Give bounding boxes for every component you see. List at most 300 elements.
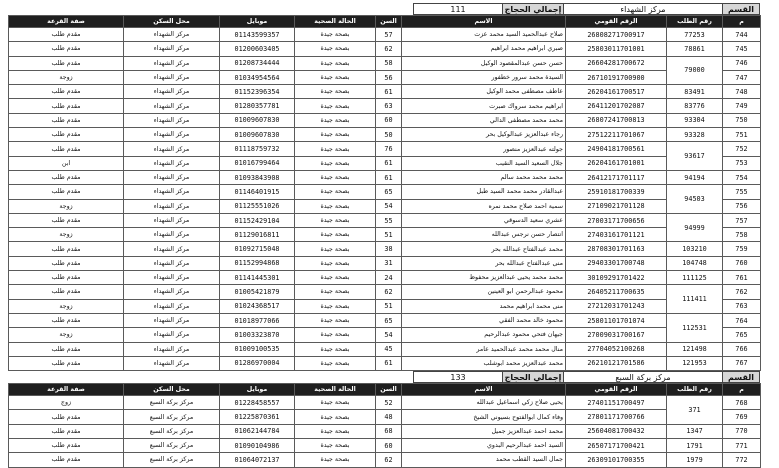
cell-order: 104748 <box>667 256 723 270</box>
cell-residence: مركز الشهداء <box>124 85 220 99</box>
cell-order: 79000 <box>667 56 723 85</box>
cell-name: عبدالقادر محمد محمد السيد طبل <box>402 185 566 199</box>
cell-mobile: 01152429104 <box>220 213 295 227</box>
cell-age: 63 <box>376 99 402 113</box>
cell-type: مقدم طلب <box>9 285 124 299</box>
cell-m: 756 <box>723 199 761 213</box>
cell-m: 760 <box>723 256 761 270</box>
cell-residence: مركز الشهداء <box>124 42 220 56</box>
cell-mobile: 01062144784 <box>220 424 295 438</box>
col-nid: الرقم القومي <box>566 384 667 396</box>
cell-nid: 26204161700517 <box>566 85 667 99</box>
cell-m: 754 <box>723 170 761 184</box>
cell-mobile: 01200603405 <box>220 42 295 56</box>
cell-m: 750 <box>723 113 761 127</box>
table-header-row <box>9 384 761 396</box>
cell-nid: 26309101700355 <box>566 453 667 467</box>
table-row <box>9 28 761 42</box>
cell-nid: 27704052100268 <box>566 342 667 356</box>
table-row <box>9 42 761 56</box>
col-m: م <box>723 384 761 396</box>
cell-nid: 27009031700167 <box>566 328 667 342</box>
cell-order: 93617 <box>667 142 723 171</box>
cell-nid: 27801171700766 <box>566 410 667 424</box>
cell-order: 94194 <box>667 170 723 184</box>
cell-name: السيد احمد عبدالرحيم البدوي <box>402 439 566 453</box>
cell-health: بصحة جيدة <box>295 396 376 410</box>
cell-m: 755 <box>723 185 761 199</box>
cell-mobile: 01090104986 <box>220 439 295 453</box>
cell-name: السيدة محمد سرور خطفور <box>402 70 566 84</box>
cell-age: 60 <box>376 439 402 453</box>
cell-age: 56 <box>376 70 402 84</box>
col-health: الحالة الصحية <box>295 384 376 396</box>
cell-type: زوجة <box>9 199 124 213</box>
cell-mobile: 01152396354 <box>220 85 295 99</box>
cell-type: مقدم طلب <box>9 356 124 370</box>
cell-nid: 26411201702087 <box>566 99 667 113</box>
cell-residence: مركز الشهداء <box>124 28 220 42</box>
cell-nid: 27212031701243 <box>566 299 667 313</box>
cell-mobile: 01005421879 <box>220 285 295 299</box>
table-row <box>9 356 761 370</box>
cell-health: بصحة جيدة <box>295 285 376 299</box>
cell-type: مقدم طلب <box>9 242 124 256</box>
cell-residence: مركز الشهداء <box>124 299 220 313</box>
qism-label: القسم <box>722 371 760 383</box>
col-residence: محل السكن <box>124 16 220 28</box>
cell-name: منى محمد ابراهيم محمد <box>402 299 566 313</box>
cell-residence: مركز الشهداء <box>124 142 220 156</box>
cell-age: 31 <box>376 256 402 270</box>
cell-residence: مركز بركة السبع <box>124 439 220 453</box>
table-row <box>9 328 761 342</box>
cell-order: 94999 <box>667 213 723 242</box>
cell-nid: 27512211701067 <box>566 128 667 142</box>
cell-health: بصحة جيدة <box>295 242 376 256</box>
cell-m: 763 <box>723 299 761 313</box>
cell-nid: 26710191700900 <box>566 70 667 84</box>
cell-order: 83491 <box>667 85 723 99</box>
table-row <box>9 242 761 256</box>
cell-type: زوجة <box>9 228 124 242</box>
cell-age: 62 <box>376 285 402 299</box>
cell-type: ابن <box>9 156 124 170</box>
cell-age: 54 <box>376 199 402 213</box>
cell-m: 769 <box>723 410 761 424</box>
cell-order: 121498 <box>667 342 723 356</box>
cell-age: 62 <box>376 453 402 467</box>
cell-mobile: 01009100535 <box>220 342 295 356</box>
cell-age: 38 <box>376 242 402 256</box>
cell-mobile: 01286970004 <box>220 356 295 370</box>
cell-residence: مركز بركة السبع <box>124 453 220 467</box>
cell-residence: مركز الشهداء <box>124 285 220 299</box>
cell-age: 24 <box>376 271 402 285</box>
cell-m: 762 <box>723 285 761 299</box>
table-row <box>9 271 761 285</box>
cell-mobile: 01009607830 <box>220 128 295 142</box>
table-row <box>9 453 761 467</box>
cell-order: 93304 <box>667 113 723 127</box>
cell-nid: 26604281700672 <box>566 56 667 70</box>
cell-name: رجاء عبدالعزيز عبدالوكيل بحر <box>402 128 566 142</box>
pilgrims-table-2 <box>8 383 761 467</box>
cell-nid: 26405211700635 <box>566 285 667 299</box>
cell-residence: مركز الشهداء <box>124 99 220 113</box>
cell-type: مقدم طلب <box>9 453 124 467</box>
cell-mobile: 01009607830 <box>220 113 295 127</box>
cell-nid: 27003171700656 <box>566 213 667 227</box>
cell-name: محمود خالد محمد الفقي <box>402 313 566 327</box>
cell-age: 58 <box>376 56 402 70</box>
cell-health: بصحة جيدة <box>295 128 376 142</box>
table-row <box>9 285 761 299</box>
cell-health: بصحة جيدة <box>295 424 376 438</box>
cell-type: مقدم طلب <box>9 170 124 184</box>
col-name: الاسم <box>402 16 566 28</box>
cell-health: بصحة جيدة <box>295 156 376 170</box>
table-row <box>9 342 761 356</box>
cell-name: جلال السعيد السيد النقيب <box>402 156 566 170</box>
cell-m: 745 <box>723 42 761 56</box>
table-row <box>9 396 761 410</box>
col-nid: الرقم القومي <box>566 16 667 28</box>
cell-name: سمية احمد صلاح محمد نمره <box>402 199 566 213</box>
cell-nid: 26210121701586 <box>566 356 667 370</box>
cell-name: عاطف مصطفى محمد الوكيل <box>402 85 566 99</box>
cell-name: منى عبدالفتاح عبدالله بحر <box>402 256 566 270</box>
cell-type: مقدم طلب <box>9 128 124 142</box>
cell-health: بصحة جيدة <box>295 439 376 453</box>
cell-mobile: 01143599357 <box>220 28 295 42</box>
cell-nid: 26808271700917 <box>566 28 667 42</box>
cell-name: صبري ابراهيم محمد ابراهيم <box>402 42 566 56</box>
table-row <box>9 170 761 184</box>
cell-residence: مركز الشهداء <box>124 185 220 199</box>
cell-health: بصحة جيدة <box>295 113 376 127</box>
table-row <box>9 128 761 142</box>
cell-name: محمد احمد عبدالعزيز جميل <box>402 424 566 438</box>
cell-order: 78861 <box>667 42 723 56</box>
cell-mobile: 01064072137 <box>220 453 295 467</box>
cell-name: جولته عبدالعزيز منصور <box>402 142 566 156</box>
col-order: رقم الطلب <box>667 384 723 396</box>
cell-order: 1791 <box>667 439 723 453</box>
cell-type: مقدم طلب <box>9 213 124 227</box>
table-row <box>9 228 761 242</box>
cell-residence: مركز الشهداء <box>124 56 220 70</box>
cell-type: زوجة <box>9 328 124 342</box>
cell-type: مقدم طلب <box>9 424 124 438</box>
cell-name: حسن حسن عبدالمقصود الوكيل <box>402 56 566 70</box>
cell-name: محمود عبدالرحمن ابو العينين <box>402 285 566 299</box>
cell-health: بصحة جيدة <box>295 85 376 99</box>
cell-mobile: 01003323870 <box>220 328 295 342</box>
cell-age: 65 <box>376 185 402 199</box>
section2-header <box>8 371 760 383</box>
cell-residence: مركز الشهداء <box>124 313 220 327</box>
cell-m: 752 <box>723 142 761 156</box>
table-row <box>9 410 761 424</box>
cell-m: 753 <box>723 156 761 170</box>
cell-residence: مركز بركة السبع <box>124 410 220 424</box>
table-row <box>9 85 761 99</box>
total-label: إجمالي الحجاج <box>502 3 564 15</box>
qism-label: القسم <box>722 3 760 15</box>
cell-order: 94503 <box>667 185 723 214</box>
cell-age: 68 <box>376 424 402 438</box>
center-name: مركز الشهداء <box>563 3 723 15</box>
cell-nid: 25801101701074 <box>566 313 667 327</box>
cell-m: 766 <box>723 342 761 356</box>
table-row <box>9 156 761 170</box>
cell-name: صلاح عبدالحميد السيد محمد عزت <box>402 28 566 42</box>
cell-residence: مركز الشهداء <box>124 113 220 127</box>
cell-m: 749 <box>723 99 761 113</box>
col-type: صفة القرعة <box>9 16 124 28</box>
cell-order: 111125 <box>667 271 723 285</box>
cell-type: زوجة <box>9 299 124 313</box>
cell-age: 52 <box>376 396 402 410</box>
cell-nid: 25910181700339 <box>566 185 667 199</box>
cell-name: منال محمد محمد عبدالحميد عامر <box>402 342 566 356</box>
cell-age: 55 <box>376 213 402 227</box>
cell-mobile: 01118759732 <box>220 142 295 156</box>
cell-type: مقدم طلب <box>9 113 124 127</box>
cell-age: 51 <box>376 228 402 242</box>
cell-name: جمال السيد القطب محمد <box>402 453 566 467</box>
cell-mobile: 01125551026 <box>220 199 295 213</box>
cell-mobile: 01280357781 <box>220 99 295 113</box>
cell-type: مقدم طلب <box>9 185 124 199</box>
cell-type: مقدم طلب <box>9 313 124 327</box>
cell-age: 61 <box>376 170 402 184</box>
cell-name: انتصار حسن نرجس عبدالله <box>402 228 566 242</box>
cell-nid: 26204161701001 <box>566 156 667 170</box>
table-row <box>9 56 761 70</box>
cell-m: 757 <box>723 213 761 227</box>
col-type: صفة القرعة <box>9 384 124 396</box>
cell-health: بصحة جيدة <box>295 185 376 199</box>
section1-header <box>8 3 760 15</box>
cell-name: عشري سعيد الدسوقي <box>402 213 566 227</box>
cell-residence: مركز الشهداء <box>124 271 220 285</box>
table-header-row <box>9 16 761 28</box>
cell-name: محمد عبدالعزيز محمد ابوشلب <box>402 356 566 370</box>
cell-mobile: 01092715048 <box>220 242 295 256</box>
col-mobile: موبايل <box>220 384 295 396</box>
cell-residence: مركز الشهداء <box>124 170 220 184</box>
cell-nid: 26507171700421 <box>566 439 667 453</box>
cell-m: 770 <box>723 424 761 438</box>
cell-residence: مركز الشهداء <box>124 356 220 370</box>
cell-nid: 27403161701121 <box>566 228 667 242</box>
total-label: إجمالي الحجاج <box>502 371 564 383</box>
cell-m: 772 <box>723 453 761 467</box>
cell-age: 54 <box>376 328 402 342</box>
cell-m: 768 <box>723 396 761 410</box>
cell-mobile: 01208734444 <box>220 56 295 70</box>
cell-residence: مركز بركة السبع <box>124 424 220 438</box>
cell-type: مقدم طلب <box>9 439 124 453</box>
cell-order: 112531 <box>667 313 723 342</box>
cell-residence: مركز الشهداء <box>124 256 220 270</box>
cell-mobile: 01093843908 <box>220 170 295 184</box>
total-count: 111 <box>413 3 503 15</box>
cell-age: 61 <box>376 156 402 170</box>
cell-residence: مركز الشهداء <box>124 213 220 227</box>
col-health: الحالة الصحية <box>295 16 376 28</box>
cell-health: بصحة جيدة <box>295 142 376 156</box>
cell-health: بصحة جيدة <box>295 299 376 313</box>
cell-age: 45 <box>376 342 402 356</box>
table-row <box>9 185 761 199</box>
cell-type: مقدم طلب <box>9 85 124 99</box>
cell-name: محمد محمد يحيى عبدالعزيز محفوظ <box>402 271 566 285</box>
cell-residence: مركز بركة السبع <box>124 396 220 410</box>
cell-type: مقدم طلب <box>9 142 124 156</box>
cell-residence: مركز الشهداء <box>124 328 220 342</box>
cell-name: جيهان فتحي محمود عبدالرحيم <box>402 328 566 342</box>
cell-health: بصحة جيدة <box>295 70 376 84</box>
table-row <box>9 313 761 327</box>
cell-m: 746 <box>723 56 761 70</box>
table-row <box>9 99 761 113</box>
table-row <box>9 199 761 213</box>
cell-order: 83776 <box>667 99 723 113</box>
cell-nid: 25803011701001 <box>566 42 667 56</box>
cell-m: 771 <box>723 439 761 453</box>
cell-age: 62 <box>376 42 402 56</box>
table-row <box>9 299 761 313</box>
cell-order: 93328 <box>667 128 723 142</box>
pilgrims-table-1 <box>8 15 761 371</box>
cell-type: مقدم طلب <box>9 271 124 285</box>
center-name: مركز بركة السبع <box>563 371 723 383</box>
cell-residence: مركز الشهداء <box>124 128 220 142</box>
cell-name: محمد عبدالفتاح عبدالله بحر <box>402 242 566 256</box>
cell-health: بصحة جيدة <box>295 328 376 342</box>
table-row <box>9 113 761 127</box>
cell-nid: 29403301700748 <box>566 256 667 270</box>
cell-mobile: 01034954564 <box>220 70 295 84</box>
cell-age: 50 <box>376 128 402 142</box>
cell-type: مقدم طلب <box>9 56 124 70</box>
cell-nid: 26412171701117 <box>566 170 667 184</box>
cell-type: مقدم طلب <box>9 342 124 356</box>
cell-m: 765 <box>723 328 761 342</box>
cell-health: بصحة جيدة <box>295 42 376 56</box>
cell-name: محمد محمد مصطفى الدالي <box>402 113 566 127</box>
cell-nid: 25604081700432 <box>566 424 667 438</box>
col-mobile: موبايل <box>220 16 295 28</box>
cell-age: 60 <box>376 113 402 127</box>
cell-health: بصحة جيدة <box>295 453 376 467</box>
cell-name: محمد محمد محمد سالم <box>402 170 566 184</box>
table-row <box>9 142 761 156</box>
cell-type: مقدم طلب <box>9 410 124 424</box>
cell-health: بصحة جيدة <box>295 256 376 270</box>
cell-name: يحيى صلاح زكي اسماعيل عبدالله <box>402 396 566 410</box>
table-row <box>9 439 761 453</box>
cell-name: ابراهيم محمد سرواك صبرت <box>402 99 566 113</box>
cell-m: 744 <box>723 28 761 42</box>
cell-age: 48 <box>376 410 402 424</box>
col-residence: محل السكن <box>124 384 220 396</box>
cell-age: 61 <box>376 356 402 370</box>
table-row <box>9 213 761 227</box>
cell-residence: مركز الشهداء <box>124 242 220 256</box>
cell-health: بصحة جيدة <box>295 342 376 356</box>
cell-type: زوج <box>9 396 124 410</box>
cell-age: 51 <box>376 299 402 313</box>
col-age: السن <box>376 16 402 28</box>
cell-mobile: 01146401915 <box>220 185 295 199</box>
cell-type: مقدم طلب <box>9 256 124 270</box>
cell-type: مقدم طلب <box>9 42 124 56</box>
cell-order: 111411 <box>667 285 723 314</box>
table-row <box>9 256 761 270</box>
cell-m: 759 <box>723 242 761 256</box>
cell-health: بصحة جيدة <box>295 313 376 327</box>
cell-residence: مركز الشهداء <box>124 228 220 242</box>
col-m: م <box>723 16 761 28</box>
cell-residence: مركز الشهداء <box>124 199 220 213</box>
cell-name: وفاء كمال ابوالفتوح بسيوني الشيخ <box>402 410 566 424</box>
cell-age: 57 <box>376 28 402 42</box>
cell-health: بصحة جيدة <box>295 99 376 113</box>
cell-type: مقدم طلب <box>9 99 124 113</box>
col-name: الاسم <box>402 384 566 396</box>
cell-health: بصحة جيدة <box>295 28 376 42</box>
cell-health: بصحة جيدة <box>295 271 376 285</box>
cell-m: 748 <box>723 85 761 99</box>
cell-mobile: 01024368517 <box>220 299 295 313</box>
cell-nid: 27401151700497 <box>566 396 667 410</box>
cell-mobile: 01228458557 <box>220 396 295 410</box>
col-order: رقم الطلب <box>667 16 723 28</box>
cell-order: 1347 <box>667 424 723 438</box>
cell-m: 764 <box>723 313 761 327</box>
cell-m: 747 <box>723 70 761 84</box>
cell-order: 103210 <box>667 242 723 256</box>
cell-m: 751 <box>723 128 761 142</box>
cell-age: 61 <box>376 85 402 99</box>
cell-nid: 24904181700561 <box>566 142 667 156</box>
cell-order: 1979 <box>667 453 723 467</box>
cell-mobile: 01016799464 <box>220 156 295 170</box>
cell-age: 65 <box>376 313 402 327</box>
cell-type: زوجة <box>9 70 124 84</box>
cell-health: بصحة جيدة <box>295 170 376 184</box>
cell-mobile: 01152994868 <box>220 256 295 270</box>
cell-m: 767 <box>723 356 761 370</box>
cell-type: مقدم طلب <box>9 28 124 42</box>
cell-order: 77253 <box>667 28 723 42</box>
total-count: 133 <box>413 371 503 383</box>
document-page <box>8 3 760 468</box>
cell-mobile: 01129016811 <box>220 228 295 242</box>
cell-mobile: 01225870361 <box>220 410 295 424</box>
cell-health: بصحة جيدة <box>295 199 376 213</box>
cell-nid: 28708301701163 <box>566 242 667 256</box>
cell-residence: مركز الشهداء <box>124 342 220 356</box>
cell-order: 121953 <box>667 356 723 370</box>
cell-m: 758 <box>723 228 761 242</box>
cell-m: 761 <box>723 271 761 285</box>
table-row <box>9 70 761 84</box>
